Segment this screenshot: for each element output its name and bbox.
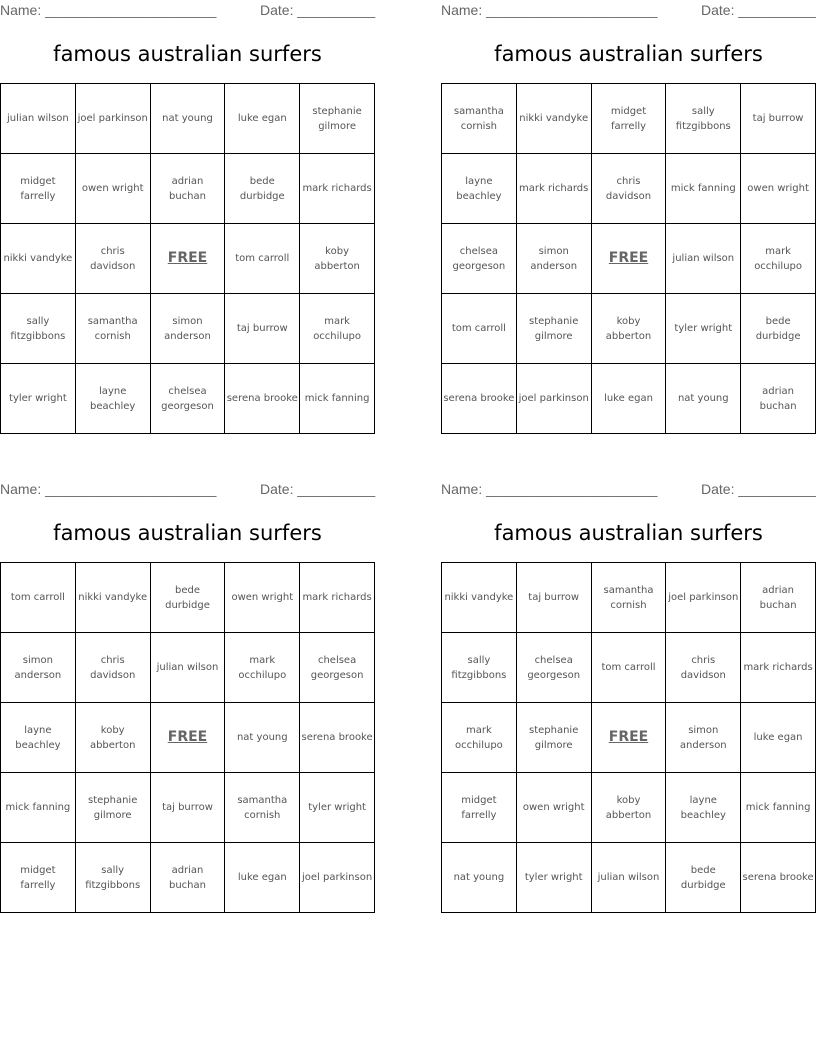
bingo-cell: tyler wright bbox=[300, 773, 375, 843]
bingo-cell: mark richards bbox=[741, 633, 816, 703]
bingo-cell: tyler wright bbox=[517, 843, 592, 913]
bingo-cell: luke egan bbox=[225, 843, 300, 913]
name-field: Name: ______________________ bbox=[0, 2, 217, 18]
bingo-cell: julian wilson bbox=[666, 224, 741, 294]
bingo-cell: mick fanning bbox=[666, 154, 741, 224]
bingo-grid bbox=[0, 83, 375, 434]
card-header bbox=[441, 479, 816, 499]
bingo-cell: mark richards bbox=[300, 563, 375, 633]
bingo-cell: mark richards bbox=[517, 154, 592, 224]
free-space-cell: FREE bbox=[592, 224, 667, 294]
card-title: famous australian surfers bbox=[53, 521, 322, 545]
bingo-cell: joel parkinson bbox=[300, 843, 375, 913]
date-field: Date: __________ bbox=[260, 2, 376, 18]
bingo-cell: simon anderson bbox=[517, 224, 592, 294]
bingo-cell: samantha cornish bbox=[76, 294, 151, 364]
bingo-cell: tom carroll bbox=[225, 224, 300, 294]
bingo-cell: koby abberton bbox=[76, 703, 151, 773]
bingo-cell: koby abberton bbox=[300, 224, 375, 294]
bingo-cell: owen wright bbox=[741, 154, 816, 224]
card-header bbox=[0, 479, 375, 499]
bingo-cell: serena brooke bbox=[225, 364, 300, 434]
bingo-cell: adrian buchan bbox=[151, 154, 226, 224]
name-field: Name: ______________________ bbox=[441, 2, 658, 18]
bingo-cell: nat young bbox=[666, 364, 741, 434]
bingo-cell: serena brooke bbox=[442, 364, 517, 434]
bingo-cell: mick fanning bbox=[1, 773, 76, 843]
bingo-cell: midget farrelly bbox=[1, 154, 76, 224]
bingo-cell: simon anderson bbox=[666, 703, 741, 773]
bingo-cell: layne beachley bbox=[1, 703, 76, 773]
bingo-cell: tom carroll bbox=[592, 633, 667, 703]
bingo-cell: tom carroll bbox=[442, 294, 517, 364]
bingo-cell: julian wilson bbox=[1, 84, 76, 154]
bingo-cell: stephanie gilmore bbox=[300, 84, 375, 154]
bingo-cell: joel parkinson bbox=[517, 364, 592, 434]
bingo-cell: samantha cornish bbox=[225, 773, 300, 843]
bingo-cell: nat young bbox=[442, 843, 517, 913]
bingo-cell: bede durbidge bbox=[225, 154, 300, 224]
bingo-cell: chelsea georgeson bbox=[442, 224, 517, 294]
bingo-card bbox=[0, 479, 375, 913]
card-header bbox=[441, 0, 816, 20]
bingo-cell: nikki vandyke bbox=[1, 224, 76, 294]
date-field: Date: __________ bbox=[701, 481, 816, 497]
bingo-cell: koby abberton bbox=[592, 773, 667, 843]
bingo-cell: adrian buchan bbox=[151, 843, 226, 913]
bingo-cell: luke egan bbox=[741, 703, 816, 773]
free-space-cell: FREE bbox=[151, 703, 226, 773]
bingo-cell: nat young bbox=[151, 84, 226, 154]
bingo-cell: chris davidson bbox=[76, 224, 151, 294]
bingo-cell: adrian buchan bbox=[741, 563, 816, 633]
bingo-cell: joel parkinson bbox=[666, 563, 741, 633]
card-title: famous australian surfers bbox=[494, 521, 763, 545]
bingo-cell: tom carroll bbox=[1, 563, 76, 633]
bingo-cell: chelsea georgeson bbox=[300, 633, 375, 703]
free-space-cell: FREE bbox=[592, 703, 667, 773]
card-title: famous australian surfers bbox=[53, 42, 322, 66]
bingo-cell: midget farrelly bbox=[1, 843, 76, 913]
bingo-cell: nat young bbox=[225, 703, 300, 773]
bingo-cell: owen wright bbox=[517, 773, 592, 843]
bingo-cell: serena brooke bbox=[300, 703, 375, 773]
bingo-cell: nikki vandyke bbox=[442, 563, 517, 633]
bingo-cell: tyler wright bbox=[1, 364, 76, 434]
bingo-cell: chris davidson bbox=[76, 633, 151, 703]
bingo-cell: adrian buchan bbox=[741, 364, 816, 434]
bingo-cell: midget farrelly bbox=[442, 773, 517, 843]
bingo-cell: serena brooke bbox=[741, 843, 816, 913]
bingo-cell: julian wilson bbox=[151, 633, 226, 703]
bingo-cell: taj burrow bbox=[517, 563, 592, 633]
bingo-cell: taj burrow bbox=[741, 84, 816, 154]
bingo-cell: julian wilson bbox=[592, 843, 667, 913]
bingo-cell: mark occhilupo bbox=[225, 633, 300, 703]
bingo-card bbox=[0, 0, 375, 434]
bingo-cell: simon anderson bbox=[1, 633, 76, 703]
bingo-cell: samantha cornish bbox=[442, 84, 517, 154]
bingo-cell: simon anderson bbox=[151, 294, 226, 364]
free-space-cell: FREE bbox=[151, 224, 226, 294]
bingo-cell: sally fitzgibbons bbox=[666, 84, 741, 154]
bingo-cell: chris davidson bbox=[592, 154, 667, 224]
bingo-cell: layne beachley bbox=[442, 154, 517, 224]
bingo-cell: luke egan bbox=[225, 84, 300, 154]
bingo-cell: mick fanning bbox=[300, 364, 375, 434]
bingo-cell: taj burrow bbox=[151, 773, 226, 843]
bingo-cell: joel parkinson bbox=[76, 84, 151, 154]
bingo-cell: sally fitzgibbons bbox=[442, 633, 517, 703]
bingo-cell: mark occhilupo bbox=[300, 294, 375, 364]
bingo-cell: samantha cornish bbox=[592, 563, 667, 633]
bingo-cell: midget farrelly bbox=[592, 84, 667, 154]
bingo-cell: chelsea georgeson bbox=[517, 633, 592, 703]
bingo-cell: bede durbidge bbox=[151, 563, 226, 633]
bingo-cell: stephanie gilmore bbox=[517, 703, 592, 773]
bingo-cell: stephanie gilmore bbox=[517, 294, 592, 364]
bingo-cell: bede durbidge bbox=[741, 294, 816, 364]
bingo-cell: nikki vandyke bbox=[76, 563, 151, 633]
bingo-cell: layne beachley bbox=[666, 773, 741, 843]
name-field: Name: ______________________ bbox=[0, 481, 217, 497]
bingo-cell: taj burrow bbox=[225, 294, 300, 364]
card-header bbox=[0, 0, 375, 20]
bingo-card bbox=[441, 0, 816, 434]
bingo-cell: tyler wright bbox=[666, 294, 741, 364]
bingo-grid bbox=[441, 83, 816, 434]
bingo-cell: nikki vandyke bbox=[517, 84, 592, 154]
date-field: Date: __________ bbox=[260, 481, 376, 497]
bingo-cell: koby abberton bbox=[592, 294, 667, 364]
bingo-grid bbox=[0, 562, 375, 913]
bingo-cell: chelsea georgeson bbox=[151, 364, 226, 434]
bingo-cell: sally fitzgibbons bbox=[1, 294, 76, 364]
bingo-cell: mick fanning bbox=[741, 773, 816, 843]
bingo-cell: mark occhilupo bbox=[741, 224, 816, 294]
bingo-card bbox=[441, 479, 816, 913]
date-field: Date: __________ bbox=[701, 2, 816, 18]
bingo-cell: owen wright bbox=[225, 563, 300, 633]
bingo-cell: layne beachley bbox=[76, 364, 151, 434]
bingo-cell: bede durbidge bbox=[666, 843, 741, 913]
name-field: Name: ______________________ bbox=[441, 481, 658, 497]
bingo-cell: owen wright bbox=[76, 154, 151, 224]
card-title: famous australian surfers bbox=[494, 42, 763, 66]
bingo-cell: mark richards bbox=[300, 154, 375, 224]
bingo-cell: luke egan bbox=[592, 364, 667, 434]
bingo-cell: mark occhilupo bbox=[442, 703, 517, 773]
bingo-cell: chris davidson bbox=[666, 633, 741, 703]
bingo-cell: stephanie gilmore bbox=[76, 773, 151, 843]
bingo-cell: sally fitzgibbons bbox=[76, 843, 151, 913]
bingo-grid bbox=[441, 562, 816, 913]
